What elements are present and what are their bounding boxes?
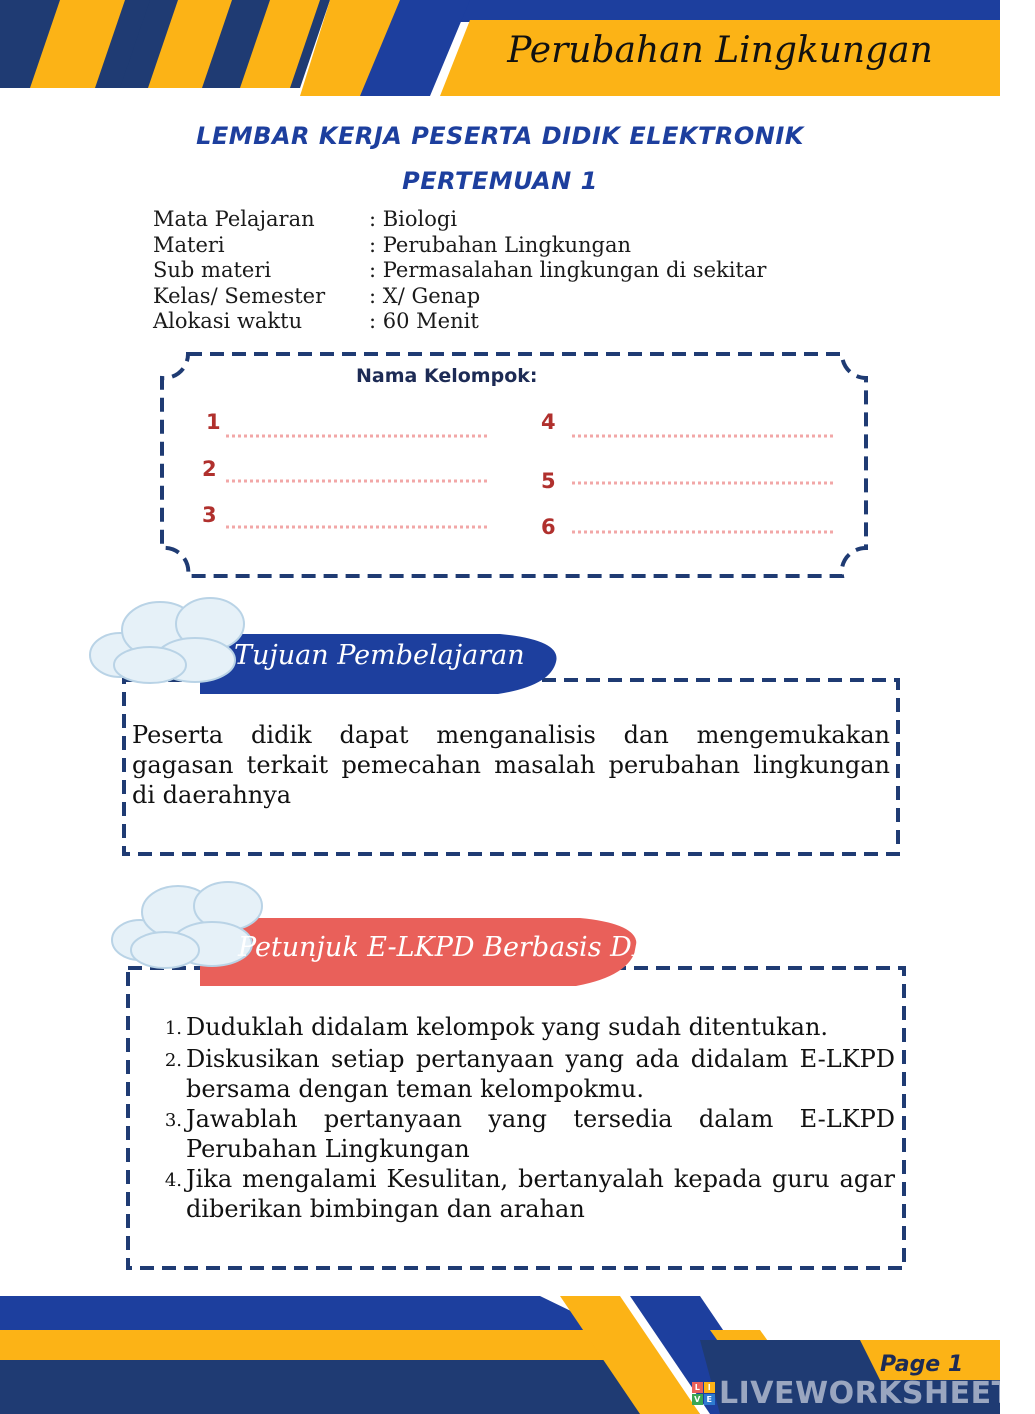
info-table — [153, 207, 766, 335]
instructions-list — [160, 1012, 895, 1224]
logo-letter: V — [692, 1394, 703, 1405]
info-value: : Permasalahan lingkungan di sekitar — [369, 258, 767, 282]
liveworksheets-watermark[interactable] — [692, 1376, 1035, 1411]
header-title: Perubahan Lingkungan — [507, 30, 933, 71]
info-row — [153, 309, 766, 335]
logo-letter: L — [692, 1382, 703, 1393]
step-number: 4. — [164, 1170, 182, 1191]
group-member-number: 2 — [202, 457, 217, 481]
group-member-number: 1 — [206, 410, 221, 434]
list-item — [160, 1044, 895, 1104]
cloud-icon — [90, 598, 244, 683]
info-row — [153, 233, 766, 259]
logo-letter: I — [704, 1382, 715, 1393]
page-number: Page 1 — [880, 1352, 964, 1377]
step-text: Jika mengalami Kesulitan, bertanyalah kepada guru agar diberikan bimbingan dan arahan — [186, 1165, 895, 1223]
step-number: 1. — [164, 1018, 182, 1039]
info-label: Sub materi — [153, 258, 272, 282]
info-value: : X/ Genap — [369, 283, 481, 308]
group-member-number: 3 — [202, 503, 217, 527]
info-label: Kelas/ Semester — [153, 283, 326, 308]
step-text: Duduklah didalam kelompok yang sudah ditentukan. — [186, 1013, 829, 1041]
objective-title: Tujuan Pembelajaran — [234, 640, 525, 671]
info-value: : Perubahan Lingkungan — [369, 232, 632, 257]
info-value: : 60 Menit — [369, 309, 479, 333]
list-item — [160, 1012, 895, 1044]
meeting-label: PERTEMUAN 1 — [402, 167, 598, 195]
list-item — [160, 1164, 895, 1224]
info-label: Mata Pelajaran — [153, 207, 315, 231]
group-member-number: 5 — [541, 469, 556, 493]
step-text: Diskusikan setiap pertanyaan yang ada didalam E-LKPD bersama dengan teman kelompokmu. — [186, 1045, 895, 1103]
info-row — [153, 284, 766, 310]
step-number: 2. — [164, 1050, 182, 1071]
list-item — [160, 1104, 895, 1164]
group-title: Nama Kelompok: — [356, 365, 538, 387]
info-row — [153, 207, 766, 233]
objective-text: Peserta didik dapat menganalisis dan mengemukakan gagasan terkait pemecahan masalah perubahan lingkungan di daerahnya — [132, 721, 890, 809]
info-row — [153, 258, 766, 284]
group-member-number: 4 — [541, 410, 556, 434]
group-member-number: 6 — [541, 515, 556, 539]
instructions-title: Petunjuk E-LKPD Berbasis DL — [238, 932, 650, 963]
info-label: Materi — [153, 232, 225, 257]
logo-letter: E — [704, 1394, 715, 1405]
worksheet-title: LEMBAR KERJA PESERTA DIDIK ELEKTRONIK — [196, 122, 804, 150]
step-number: 3. — [164, 1110, 182, 1131]
info-value: : Biologi — [369, 207, 458, 231]
step-text: Jawablah pertanyaan yang tersedia dalam E-LKPD Perubahan Lingkungan — [186, 1105, 895, 1163]
group-box-border — [162, 354, 866, 576]
watermark-text: LIVEWORKSHEETS — [719, 1376, 1035, 1411]
info-label: Alokasi waktu — [153, 309, 303, 333]
liveworksheets-logo-icon — [692, 1382, 715, 1405]
